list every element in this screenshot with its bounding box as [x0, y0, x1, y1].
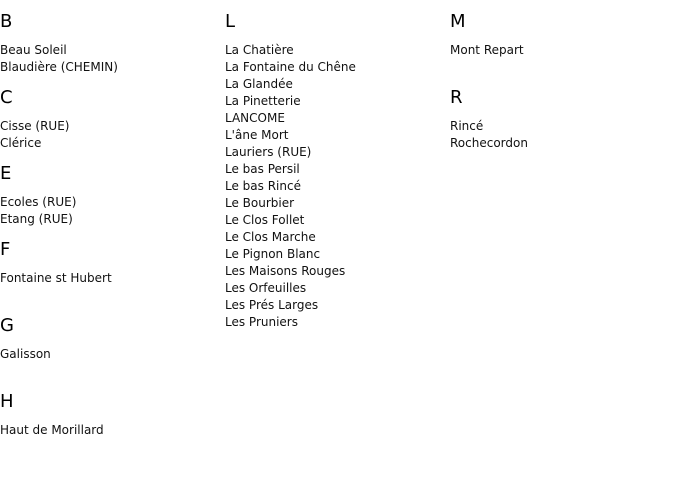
list-item [225, 314, 450, 331]
street-link-le-pignon-blanc[interactable]: Le Pignon Blanc [225, 247, 321, 261]
street-list [0, 270, 225, 287]
group-spacer [0, 439, 225, 456]
section-letter-heading: L [225, 11, 236, 32]
section-letter-heading: B [0, 11, 13, 32]
list-item [225, 42, 450, 59]
list-item [225, 178, 450, 195]
street-link-la-glandee[interactable]: La Glandée [225, 77, 293, 91]
street-link-les-pres-larges[interactable]: Les Prés Larges [225, 298, 319, 312]
street-link-le-bas-persil[interactable]: Le bas Persil [225, 162, 300, 176]
street-list [225, 42, 450, 331]
list-item [225, 246, 450, 263]
letter-group-l [225, 12, 450, 331]
letter-group-m [450, 12, 675, 76]
street-link-ecoles-rue[interactable]: Ecoles (RUE) [0, 195, 77, 209]
street-list [450, 118, 675, 152]
street-link-les-pruniers[interactable]: Les Pruniers [225, 315, 298, 329]
street-link-l-ane-mort[interactable]: L'âne Mort [225, 128, 289, 142]
street-link-galisson[interactable]: Galisson [0, 347, 51, 361]
street-link-clerice[interactable]: Clérice [0, 136, 42, 150]
street-link-le-bourbier[interactable]: Le Bourbier [225, 196, 295, 210]
section-letter-heading: H [0, 391, 14, 412]
letter-group-r [450, 88, 675, 152]
section-letter-heading: R [450, 87, 463, 108]
list-item [225, 110, 450, 127]
list-item [0, 194, 225, 211]
list-item [0, 135, 225, 152]
letter-group-e [0, 164, 225, 228]
street-list [0, 118, 225, 152]
street-link-lauriers-rue[interactable]: Lauriers (RUE) [225, 145, 312, 159]
street-link-les-maisons-rouges[interactable]: Les Maisons Rouges [225, 264, 346, 278]
street-link-haut-de-morillard[interactable]: Haut de Morillard [0, 423, 104, 437]
list-item [0, 211, 225, 228]
list-item [225, 280, 450, 297]
list-item [225, 229, 450, 246]
group-spacer [450, 59, 675, 76]
section-letter-heading: C [0, 87, 13, 108]
street-link-beau-soleil[interactable]: Beau Soleil [0, 43, 67, 57]
street-link-le-bas-rince[interactable]: Le bas Rincé [225, 179, 301, 193]
list-item [225, 195, 450, 212]
section-letter-heading: M [450, 11, 466, 32]
street-link-la-fontaine-du-chene[interactable]: La Fontaine du Chêne [225, 60, 356, 74]
street-link-etang-rue[interactable]: Etang (RUE) [0, 212, 73, 226]
letter-group-b [0, 12, 225, 76]
street-list [0, 194, 225, 228]
street-link-cisse-rue[interactable]: Cisse (RUE) [0, 119, 70, 133]
section-letter-heading: F [0, 239, 11, 260]
group-spacer [0, 287, 225, 304]
list-item [450, 118, 675, 135]
street-link-lancome[interactable]: LANCOME [225, 111, 285, 125]
list-item [225, 161, 450, 178]
list-item [225, 59, 450, 76]
group-spacer [0, 363, 225, 380]
street-link-le-clos-marche[interactable]: Le Clos Marche [225, 230, 316, 244]
street-link-rince[interactable]: Rincé [450, 119, 484, 133]
list-item [0, 59, 225, 76]
list-item [0, 422, 225, 439]
street-link-la-chatiere[interactable]: La Chatière [225, 43, 294, 57]
list-item [450, 135, 675, 152]
list-item [225, 144, 450, 161]
list-item [450, 42, 675, 59]
section-letter-heading: E [0, 163, 12, 184]
street-list [450, 42, 675, 59]
street-link-le-clos-follet[interactable]: Le Clos Follet [225, 213, 305, 227]
letter-group-f [0, 240, 225, 304]
list-item [225, 263, 450, 280]
letter-group-g [0, 316, 225, 380]
list-item [0, 270, 225, 287]
list-item [225, 212, 450, 229]
street-list [0, 346, 225, 363]
list-item [225, 93, 450, 110]
street-link-les-orfeuilles[interactable]: Les Orfeuilles [225, 281, 307, 295]
street-link-la-pinetterie[interactable]: La Pinetterie [225, 94, 301, 108]
street-link-mont-repart[interactable]: Mont Repart [450, 43, 524, 57]
street-list [0, 422, 225, 439]
list-item [225, 127, 450, 144]
index-column-1 [0, 0, 225, 456]
list-item [225, 76, 450, 93]
list-item [0, 118, 225, 135]
letter-group-c [0, 88, 225, 152]
street-link-blaudiere-chemin[interactable]: Blaudière (CHEMIN) [0, 60, 118, 74]
index-column-3 [450, 0, 675, 152]
list-item [0, 346, 225, 363]
street-link-fontaine-st-hubert[interactable]: Fontaine st Hubert [0, 271, 112, 285]
street-link-rochecordon[interactable]: Rochecordon [450, 136, 528, 150]
list-item [225, 297, 450, 314]
section-letter-heading: G [0, 315, 14, 336]
list-item [0, 42, 225, 59]
letter-group-h [0, 392, 225, 456]
index-column-2 [225, 0, 450, 331]
street-list [0, 42, 225, 76]
